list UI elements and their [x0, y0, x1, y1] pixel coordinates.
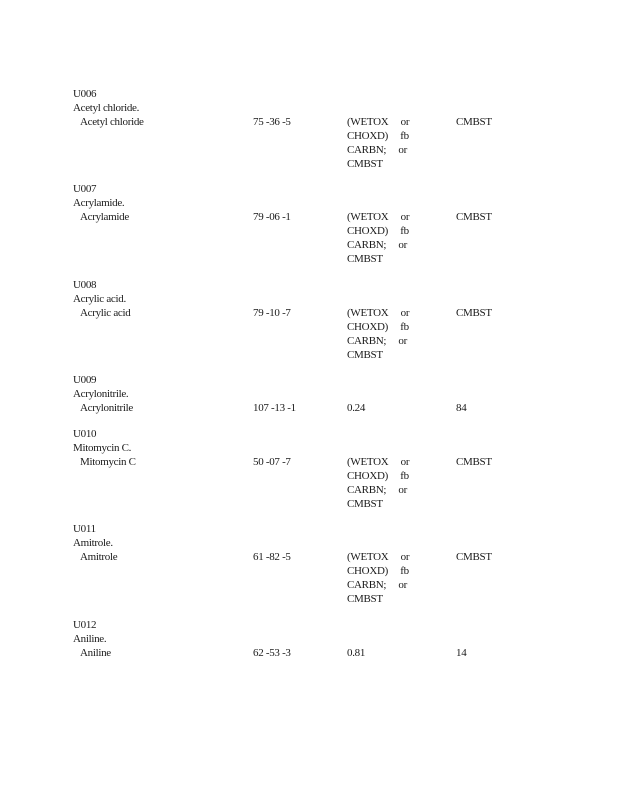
wastewater-line: CHOXD) fb — [347, 130, 409, 142]
cas-number: 50 -07 -7 — [253, 456, 291, 468]
waste-code: U008 — [73, 279, 97, 291]
waste-description: Acrylonitrile. — [73, 388, 129, 400]
wastewater-standard — [347, 210, 417, 266]
waste-code: U012 — [73, 619, 97, 631]
wastewater-line: CHOXD) fb — [347, 321, 409, 333]
waste-code: U011 — [73, 523, 96, 535]
nonwastewater-standard: CMBST — [456, 551, 492, 563]
wastewater-standard — [347, 306, 417, 362]
wastewater-line: (WETOX or — [347, 551, 410, 563]
waste-entry-u010 — [73, 427, 593, 510]
cas-number: 75 -36 -5 — [253, 116, 291, 128]
waste-code: U007 — [73, 183, 97, 195]
constituent-name: Amitrole — [80, 551, 118, 563]
wastewater-standard — [347, 401, 417, 415]
waste-code: U010 — [73, 428, 97, 440]
wastewater-standard — [347, 646, 417, 660]
wastewater-line: CMBST — [347, 593, 383, 605]
nonwastewater-standard: CMBST — [456, 211, 492, 223]
constituent-name: Mitomycin C — [80, 456, 136, 468]
constituent-name: Acetyl chloride — [80, 116, 144, 128]
wastewater-line: CARBN; or — [347, 484, 407, 496]
constituent-row — [73, 210, 593, 265]
waste-entry-u006 — [73, 87, 593, 170]
wastewater-standard — [347, 455, 417, 511]
wastewater-standard — [347, 550, 417, 606]
wastewater-line: CMBST — [347, 253, 383, 265]
wastewater-line: (WETOX or — [347, 211, 410, 223]
nonwastewater-standard: 84 — [456, 402, 467, 414]
wastewater-line: (WETOX or — [347, 116, 410, 128]
waste-description: Acetyl chloride. — [73, 102, 140, 114]
wastewater-line: CMBST — [347, 498, 383, 510]
nonwastewater-standard: CMBST — [456, 116, 492, 128]
nonwastewater-standard: 14 — [456, 647, 467, 659]
wastewater-line: CARBN; or — [347, 239, 407, 251]
constituent-name: Aniline — [80, 647, 111, 659]
cas-number: 79 -06 -1 — [253, 211, 291, 223]
wastewater-line: CMBST — [347, 349, 383, 361]
wastewater-line: CHOXD) fb — [347, 470, 409, 482]
wastewater-line: CHOXD) fb — [347, 225, 409, 237]
waste-entry-u009 — [73, 373, 593, 415]
constituent-row — [73, 455, 593, 510]
wastewater-line: (WETOX or — [347, 307, 410, 319]
constituent-row — [73, 306, 593, 361]
constituent-name: Acrylonitrile — [80, 402, 133, 414]
cas-number: 79 -10 -7 — [253, 307, 291, 319]
nonwastewater-standard: CMBST — [456, 456, 492, 468]
waste-code: U006 — [73, 88, 97, 100]
constituent-row — [73, 646, 593, 660]
wastewater-standard — [347, 115, 417, 171]
waste-entry-u012 — [73, 618, 593, 660]
waste-description: Amitrole. — [73, 537, 113, 549]
cas-number: 62 -53 -3 — [253, 647, 291, 659]
waste-code: U009 — [73, 374, 97, 386]
constituent-row — [73, 115, 593, 170]
cas-number: 61 -82 -5 — [253, 551, 291, 563]
wastewater-line: CARBN; or — [347, 579, 407, 591]
wastewater-line: 0.24 — [347, 402, 366, 414]
constituent-name: Acrylamide — [80, 211, 129, 223]
constituent-row — [73, 401, 593, 415]
wastewater-line: CMBST — [347, 158, 383, 170]
constituent-name: Acrylic acid — [80, 307, 131, 319]
cas-number: 107 -13 -1 — [253, 402, 296, 414]
wastewater-line: (WETOX or — [347, 456, 410, 468]
waste-entry-u008 — [73, 278, 593, 361]
waste-description: Aniline. — [73, 633, 107, 645]
waste-description: Mitomycin C. — [73, 442, 132, 454]
waste-entry-u011 — [73, 522, 593, 605]
wastewater-line: CARBN; or — [347, 144, 407, 156]
wastewater-line: CARBN; or — [347, 335, 407, 347]
waste-entry-u007 — [73, 182, 593, 265]
wastewater-line: CHOXD) fb — [347, 565, 409, 577]
constituent-row — [73, 550, 593, 605]
nonwastewater-standard: CMBST — [456, 307, 492, 319]
waste-description: Acrylamide. — [73, 197, 125, 209]
waste-description: Acrylic acid. — [73, 293, 126, 305]
wastewater-line: 0.81 — [347, 647, 366, 659]
